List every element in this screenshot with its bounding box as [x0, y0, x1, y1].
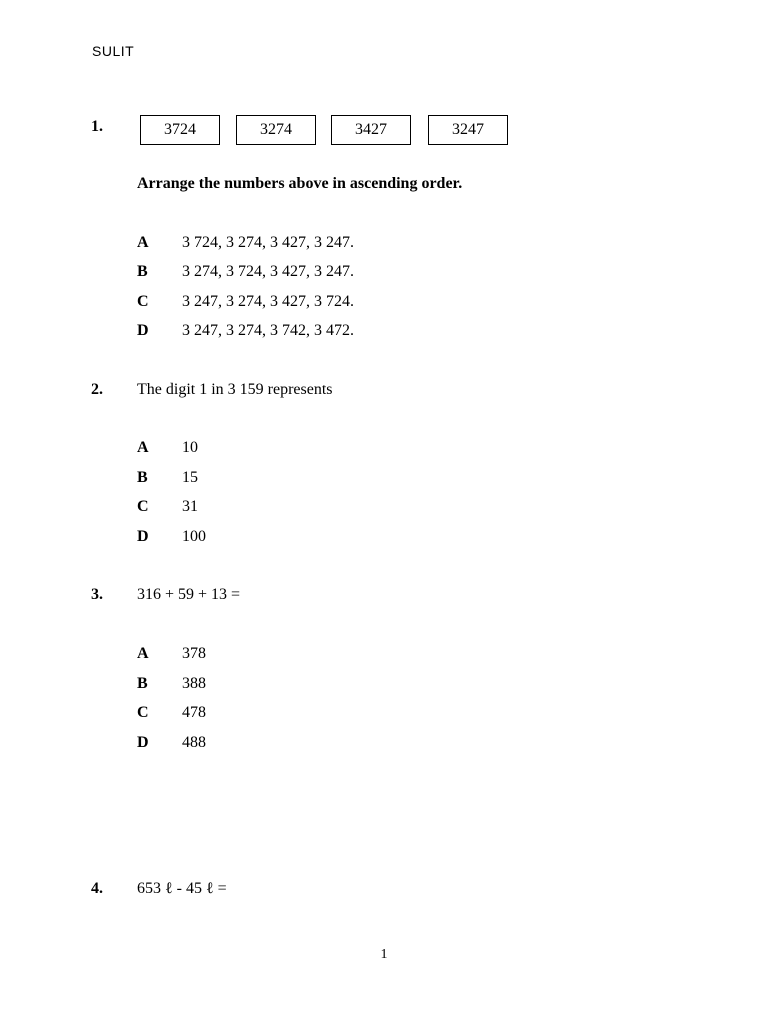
question-3-number: 3.: [91, 586, 103, 603]
option-text: 3 247, 3 274, 3 427, 3 724.: [182, 293, 354, 310]
question-4-number: 4.: [91, 880, 103, 897]
question-1-number: 1.: [91, 118, 103, 135]
option-letter: D: [137, 322, 149, 339]
page-number: 1: [380, 947, 388, 962]
question-1-option-a[interactable]: [137, 234, 354, 252]
option-text: 3 274, 3 724, 3 427, 3 247.: [182, 263, 354, 280]
option-text: 3 724, 3 274, 3 427, 3 247.: [182, 234, 354, 251]
question-3-option-b[interactable]: [137, 675, 206, 693]
option-letter: D: [137, 734, 149, 751]
option-letter: B: [137, 469, 148, 486]
option-letter: B: [137, 675, 148, 692]
question-2-option-b[interactable]: [137, 469, 198, 487]
question-1-option-c[interactable]: [137, 293, 354, 311]
option-letter: A: [137, 234, 149, 251]
question-2-option-c[interactable]: [137, 498, 198, 516]
question-2-text: The digit 1 in 3 159 represents: [137, 381, 333, 398]
option-text: 388: [182, 675, 206, 692]
question-1-option-b[interactable]: [137, 263, 354, 281]
number-box: 3274: [236, 115, 316, 145]
question-2-option-d[interactable]: [137, 528, 206, 546]
option-text: 100: [182, 528, 206, 545]
question-1-option-d[interactable]: [137, 322, 354, 340]
number-box: 3247: [428, 115, 508, 145]
option-letter: D: [137, 528, 149, 545]
option-letter: C: [137, 293, 149, 310]
option-letter: C: [137, 498, 149, 515]
question-4-text: 653 ℓ - 45 ℓ =: [137, 880, 227, 897]
question-3-text: 316 + 59 + 13 =: [137, 586, 241, 603]
header-label: SULIT: [92, 43, 135, 59]
option-letter: C: [137, 704, 149, 721]
question-1-text: Arrange the numbers above in ascending order.: [137, 175, 463, 192]
question-3-option-c[interactable]: [137, 704, 206, 722]
option-text: 3 247, 3 274, 3 742, 3 472.: [182, 322, 354, 339]
question-2-number: 2.: [91, 381, 103, 398]
option-text: 10: [182, 439, 198, 456]
option-text: 31: [182, 498, 198, 515]
option-letter: B: [137, 263, 148, 280]
option-text: 478: [182, 704, 206, 721]
option-text: 15: [182, 469, 198, 486]
number-box: 3724: [140, 115, 220, 145]
option-text: 488: [182, 734, 206, 751]
question-3-option-a[interactable]: [137, 645, 206, 663]
number-box: 3427: [331, 115, 411, 145]
question-3-option-d[interactable]: [137, 734, 206, 752]
option-text: 378: [182, 645, 206, 662]
option-letter: A: [137, 645, 149, 662]
question-2-option-a[interactable]: [137, 439, 198, 457]
option-letter: A: [137, 439, 149, 456]
